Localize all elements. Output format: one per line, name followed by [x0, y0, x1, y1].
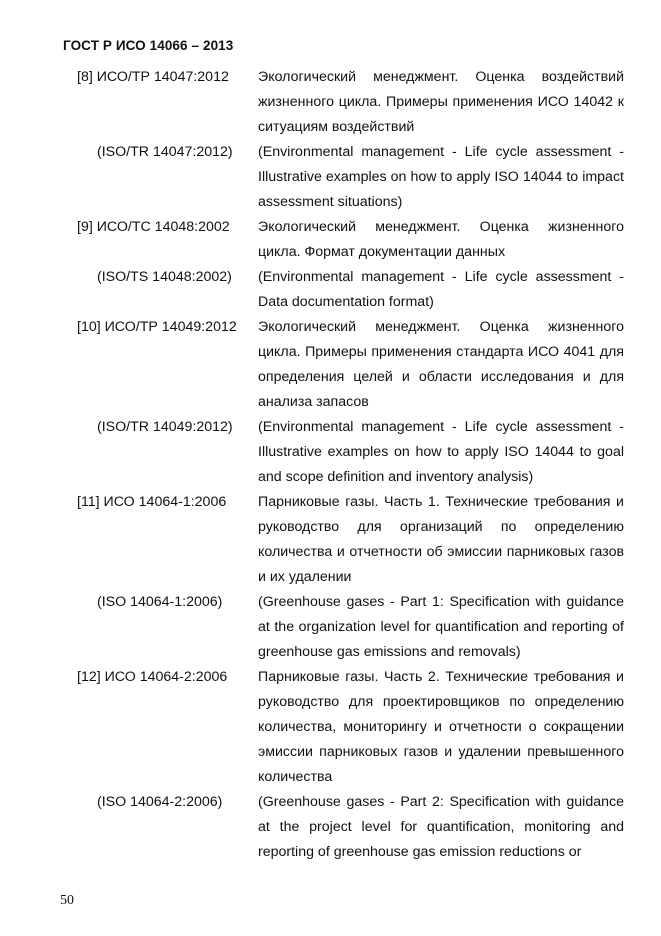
reference-title: Парниковые газы. Часть 1. Технические требования и руководство для организаций по определению количества и отчетности об эмиссии парниковых газов и их удалении — [258, 494, 624, 585]
reference-title: (Greenhouse gases - Part 2: Specification with guidance at the project level for quantification, monitoring and reporting of greenhouse gas emission reductions or — [258, 794, 624, 860]
reference-code: [8] ИСО/ТР 14047:2012 — [77, 69, 229, 85]
reference-code: (ISO/TR 14047:2012) — [97, 144, 233, 160]
page-number: 50 — [60, 893, 74, 908]
reference-list — [0, 65, 661, 865]
reference-entry-en — [0, 790, 661, 865]
reference-code: (ISO 14064-1:2006) — [97, 594, 223, 610]
reference-entry-en — [0, 265, 661, 315]
reference-title: Экологический менеджмент. Оценка жизненного цикла. Формат документации данных — [258, 219, 624, 260]
reference-title: (Environmental management - Life cycle assessment - Illustrative examples on how to apply ISO 14044 to goal and scope definition and inventory analysis) — [258, 419, 624, 485]
reference-code: [12] ИСО 14064-2:2006 — [77, 669, 228, 685]
reference-code: [10] ИСО/ТР 14049:2012 — [77, 319, 237, 335]
reference-entry-ru — [0, 65, 661, 140]
reference-title: (Greenhouse gases - Part 1: Specification with guidance at the organization level for quantification and reporting of greenhouse gas emissions and removals) — [258, 594, 624, 660]
reference-code: (ISO/TS 14048:2002) — [97, 269, 232, 285]
reference-title: Экологический менеджмент. Оценка жизненного цикла. Примеры применения стандарта ИСО 4041 для определения целей и области исследования и для анализа запасов — [258, 319, 624, 410]
reference-entry-ru — [0, 665, 661, 790]
reference-entry-en — [0, 140, 661, 215]
reference-code: [9] ИСО/ТС 14048:2002 — [77, 219, 230, 235]
reference-title: (Environmental management - Life cycle assessment - Illustrative examples on how to apply ISO 14044 to impact assessment situations) — [258, 144, 624, 210]
document-header: ГОСТ Р ИСО 14066 – 2013 — [63, 38, 234, 53]
reference-entry-ru — [0, 315, 661, 415]
reference-title: (Environmental management - Life cycle assessment - Data documentation format) — [258, 269, 624, 310]
reference-title: Парниковые газы. Часть 2. Технические требования и руководство для проектировщиков по определению количества, мониторингу и отчетности о сокращении эмиссии парниковых газов и удалении превышенного количества — [258, 669, 624, 785]
reference-code: (ISO 14064-2:2006) — [97, 794, 223, 810]
reference-entry-ru — [0, 215, 661, 265]
reference-title: Экологический менеджмент. Оценка воздействий жизненного цикла. Примеры применения ИСО 14042 к ситуациям воздействий — [258, 69, 624, 135]
reference-code: [11] ИСО 14064-1:2006 — [77, 494, 227, 510]
reference-entry-en — [0, 415, 661, 490]
reference-entry-ru — [0, 490, 661, 590]
reference-entry-en — [0, 590, 661, 665]
reference-code: (ISO/TR 14049:2012) — [97, 419, 233, 435]
